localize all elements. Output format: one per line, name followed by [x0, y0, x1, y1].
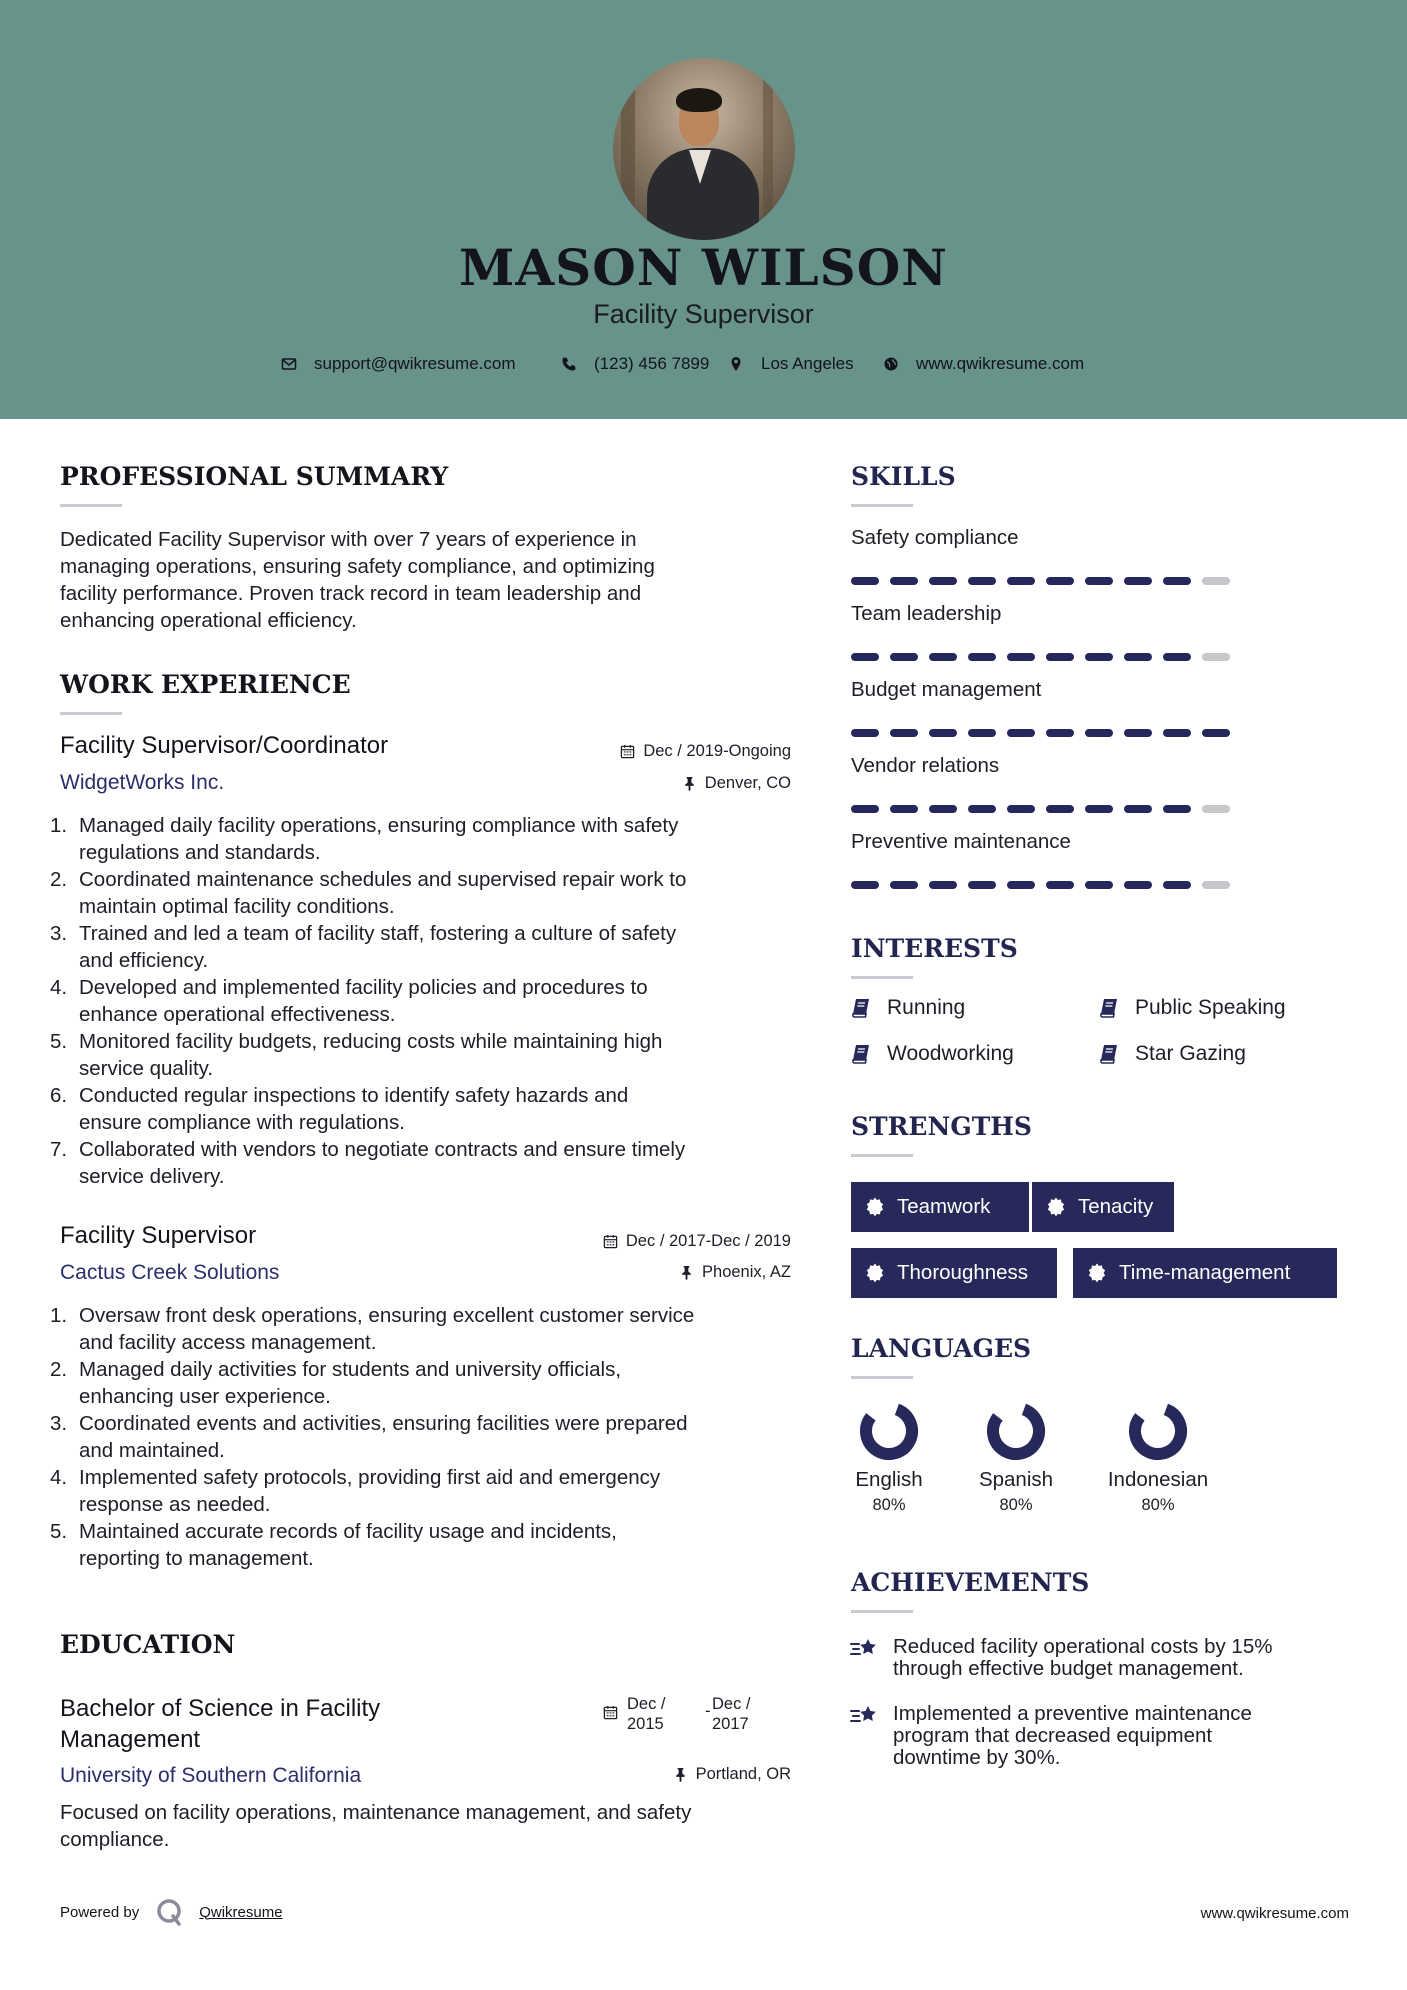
list-item: Managed daily facility operations, ensuring compliance with safety regulations and standards.: [79, 814, 679, 864]
job-date: Dec / 2019-Ongoing: [620, 742, 791, 761]
skill-rating-dot: [1163, 881, 1191, 889]
contact-phone[interactable]: (123) 456 7899: [560, 352, 709, 376]
skill-rating-dot: [1124, 577, 1152, 585]
skill-rating-dot: [1085, 577, 1113, 585]
language-item: Spanish 80%: [972, 1400, 1060, 1515]
school-name: University of Southern California: [60, 1764, 362, 1787]
skill-rating-dot: [1085, 653, 1113, 661]
skills-divider: [851, 504, 913, 507]
list-item: Implemented safety protocols, providing first aid and emergency response as needed.: [79, 1466, 661, 1516]
education-description: Focused on facility operations, maintenance management, and safety compliance.: [60, 1801, 692, 1851]
badge-icon: [1087, 1263, 1107, 1283]
phone-icon: [560, 355, 578, 373]
skill-rating-dot: [851, 577, 879, 585]
skill-label: Safety compliance: [851, 526, 1019, 549]
skill-rating-dot: [1007, 805, 1035, 813]
education-start-date: Dec / 2015: [627, 1695, 666, 1733]
language-ring: [1127, 1400, 1189, 1462]
skill-rating: [851, 729, 1230, 737]
skill-rating-dot: [1163, 805, 1191, 813]
skill-rating-dot: [1202, 805, 1230, 813]
skill-rating-dot: [1085, 729, 1113, 737]
interest-item: Public Speaking: [1099, 996, 1286, 1020]
envelope-icon: [280, 355, 298, 373]
skill-rating: [851, 881, 1230, 889]
skill-rating-dot: [1124, 653, 1152, 661]
strengths-heading: STRENGTHS: [851, 1112, 1032, 1141]
job-bullets: [56, 812, 816, 1190]
skill-rating-dot: [968, 881, 996, 889]
qwikresume-logo-icon: [155, 1897, 185, 1927]
language-item: Indonesian 80%: [1098, 1400, 1218, 1515]
skill-label: Preventive maintenance: [851, 830, 1071, 853]
job-location: Denver, CO: [682, 774, 791, 793]
skill-rating-dot: [1202, 577, 1230, 585]
skill-rating-dot: [1124, 729, 1152, 737]
calendar-icon: [603, 1234, 618, 1249]
skill-rating-dot: [851, 653, 879, 661]
skill-rating-dot: [1124, 881, 1152, 889]
languages-heading: LANGUAGES: [851, 1334, 1032, 1363]
footer-website[interactable]: www.qwikresume.com: [1200, 1905, 1349, 1922]
skill-rating-dot: [1007, 577, 1035, 585]
skills-heading: SKILLS: [851, 462, 956, 491]
skill-rating-dot: [1046, 729, 1074, 737]
strengths-divider: [851, 1154, 913, 1157]
achievement-item: Implemented a preventive maintenance program that decreased equipment downtime by 30%.: [849, 1703, 1252, 1769]
language-ring: [985, 1400, 1047, 1462]
skill-rating-dot: [929, 729, 957, 737]
skill-rating-dot: [1007, 881, 1035, 889]
skill-rating-dot: [1046, 653, 1074, 661]
skill-rating: [851, 653, 1230, 661]
job-company: Cactus Creek Solutions: [60, 1261, 280, 1284]
skill-rating-dot: [890, 653, 918, 661]
date-separator: -: [705, 1702, 711, 1720]
skill-rating-dot: [851, 881, 879, 889]
candidate-role: Facility Supervisor: [593, 299, 814, 329]
list-item: Maintained accurate records of facility usage and incidents, reporting to management.: [79, 1520, 617, 1570]
candidate-name: MASON WILSON: [459, 238, 948, 297]
skill-rating-dot: [1046, 881, 1074, 889]
book-icon: [1099, 997, 1121, 1019]
skill-rating-dot: [968, 653, 996, 661]
skill-rating-dot: [1163, 653, 1191, 661]
interest-item: Running: [851, 996, 965, 1020]
badge-icon: [1046, 1197, 1066, 1217]
contact-website[interactable]: www.qwikresume.com: [882, 352, 1084, 376]
skill-rating-dot: [1046, 577, 1074, 585]
skill-rating-dot: [1046, 805, 1074, 813]
book-icon: [1099, 1043, 1121, 1065]
experience-heading: WORK EXPERIENCE: [60, 670, 351, 699]
degree-title: Bachelor of Science in Facility Management: [60, 1695, 381, 1753]
list-item: Managed daily activities for students and university officials, enhancing user experience.: [79, 1358, 622, 1408]
skill-rating-dot: [890, 577, 918, 585]
skill-rating-dot: [851, 729, 879, 737]
list-item: Oversaw front desk operations, ensuring excellent customer service and facility access management.: [79, 1304, 695, 1354]
resume-header: [0, 0, 1407, 419]
contact-email[interactable]: support@qwikresume.com: [280, 352, 516, 376]
achievement-item: Reduced facility operational costs by 15% through effective budget management.: [849, 1636, 1272, 1680]
skill-rating-dot: [890, 729, 918, 737]
experience-divider: [60, 712, 122, 715]
footer-powered-by: Powered by Qwikresume: [60, 1897, 283, 1927]
shooting-star-icon: [849, 1703, 879, 1729]
education-end-date: Dec / 2017: [712, 1695, 751, 1733]
book-icon: [851, 1043, 873, 1065]
strength-chip: Time-management: [1073, 1248, 1337, 1298]
job-date: Dec / 2017-Dec / 2019: [603, 1232, 791, 1251]
skill-label: Team leadership: [851, 602, 1002, 625]
language-ring-arc: [993, 1409, 1039, 1454]
skill-rating-dot: [968, 577, 996, 585]
education-heading: EDUCATION: [60, 1630, 236, 1659]
pin-icon: [682, 776, 697, 791]
skill-rating-dot: [890, 881, 918, 889]
skill-label: Budget management: [851, 678, 1042, 701]
strength-chip: Thoroughness: [851, 1248, 1057, 1298]
interest-item: Woodworking: [851, 1042, 1014, 1066]
map-pin-icon: [727, 355, 745, 373]
skill-rating-dot: [1124, 805, 1152, 813]
skill-rating-dot: [851, 805, 879, 813]
job-title: Facility Supervisor: [60, 1222, 257, 1249]
pin-icon: [673, 1767, 688, 1782]
book-icon: [851, 997, 873, 1019]
skill-rating-dot: [1163, 577, 1191, 585]
interests-heading: INTERESTS: [851, 934, 1018, 963]
list-item: Coordinated events and activities, ensuring facilities were prepared and maintained.: [79, 1412, 688, 1462]
strength-chip: Tenacity: [1032, 1182, 1174, 1232]
skill-rating-dot: [929, 805, 957, 813]
list-item: Collaborated with vendors to negotiate contracts and ensure timely service delivery.: [79, 1138, 686, 1188]
contact-location: Los Angeles: [727, 352, 854, 376]
qwikresume-link[interactable]: Qwikresume: [199, 1903, 283, 1921]
summary-heading: PROFESSIONAL SUMMARY: [60, 462, 449, 491]
interests-divider: [851, 976, 913, 979]
list-item: Developed and implemented facility policies and procedures to enhance operational effectiveness.: [79, 976, 648, 1026]
language-ring: [858, 1400, 920, 1462]
list-item: Monitored facility budgets, reducing costs while maintaining high service quality.: [79, 1030, 663, 1080]
skill-rating-dot: [968, 729, 996, 737]
skill-label: Vendor relations: [851, 754, 1000, 777]
achievements-heading: ACHIEVEMENTS: [851, 1568, 1090, 1597]
skill-rating-dot: [1085, 805, 1113, 813]
interest-item: Star Gazing: [1099, 1042, 1246, 1066]
badge-icon: [865, 1263, 885, 1283]
achievements-divider: [851, 1610, 913, 1613]
list-item: Trained and led a team of facility staff, fostering a culture of safety and efficiency.: [79, 922, 677, 972]
skill-rating-dot: [1085, 881, 1113, 889]
skill-rating-dot: [1007, 653, 1035, 661]
skill-rating-dot: [929, 653, 957, 661]
summary-divider: [60, 504, 122, 507]
skill-rating-dot: [1202, 881, 1230, 889]
skill-rating-dot: [1202, 729, 1230, 737]
skill-rating-dot: [929, 881, 957, 889]
skill-rating-dot: [890, 805, 918, 813]
job-title: Facility Supervisor/Coordinator: [60, 732, 389, 759]
calendar-icon: [603, 1705, 618, 1725]
skill-rating-dot: [968, 805, 996, 813]
skill-rating-dot: [1007, 729, 1035, 737]
badge-icon: [865, 1197, 885, 1217]
language-ring-arc: [866, 1409, 912, 1454]
shooting-star-icon: [849, 1636, 879, 1662]
summary-text: Dedicated Facility Supervisor with over 7 years of experience in managing operations, ensuring safety compliance, and optimizing facility performance. Proven track record in team leadership and enhancing operational efficiency.: [60, 528, 655, 632]
skill-rating: [851, 577, 1230, 585]
job-bullets: [56, 1302, 816, 1572]
job-company: WidgetWorks Inc.: [60, 771, 225, 794]
skill-rating: [851, 805, 1230, 813]
strength-chip: Teamwork: [851, 1182, 1029, 1232]
skill-rating-dot: [929, 577, 957, 585]
list-item: Conducted regular inspections to identify safety hazards and ensure compliance with regulations.: [79, 1084, 629, 1134]
globe-icon: [882, 355, 900, 373]
languages-divider: [851, 1376, 913, 1379]
skill-rating-dot: [1202, 653, 1230, 661]
education-location: Portland, OR: [673, 1765, 791, 1784]
list-item: Coordinated maintenance schedules and supervised repair work to maintain optimal facility conditions.: [79, 868, 687, 918]
profile-photo: [613, 58, 795, 240]
language-ring-arc: [1135, 1409, 1181, 1454]
job-location: Phoenix, AZ: [679, 1263, 791, 1282]
calendar-icon: [620, 744, 635, 759]
pin-icon: [679, 1265, 694, 1280]
language-item: English 80%: [851, 1400, 927, 1515]
skill-rating-dot: [1163, 729, 1191, 737]
